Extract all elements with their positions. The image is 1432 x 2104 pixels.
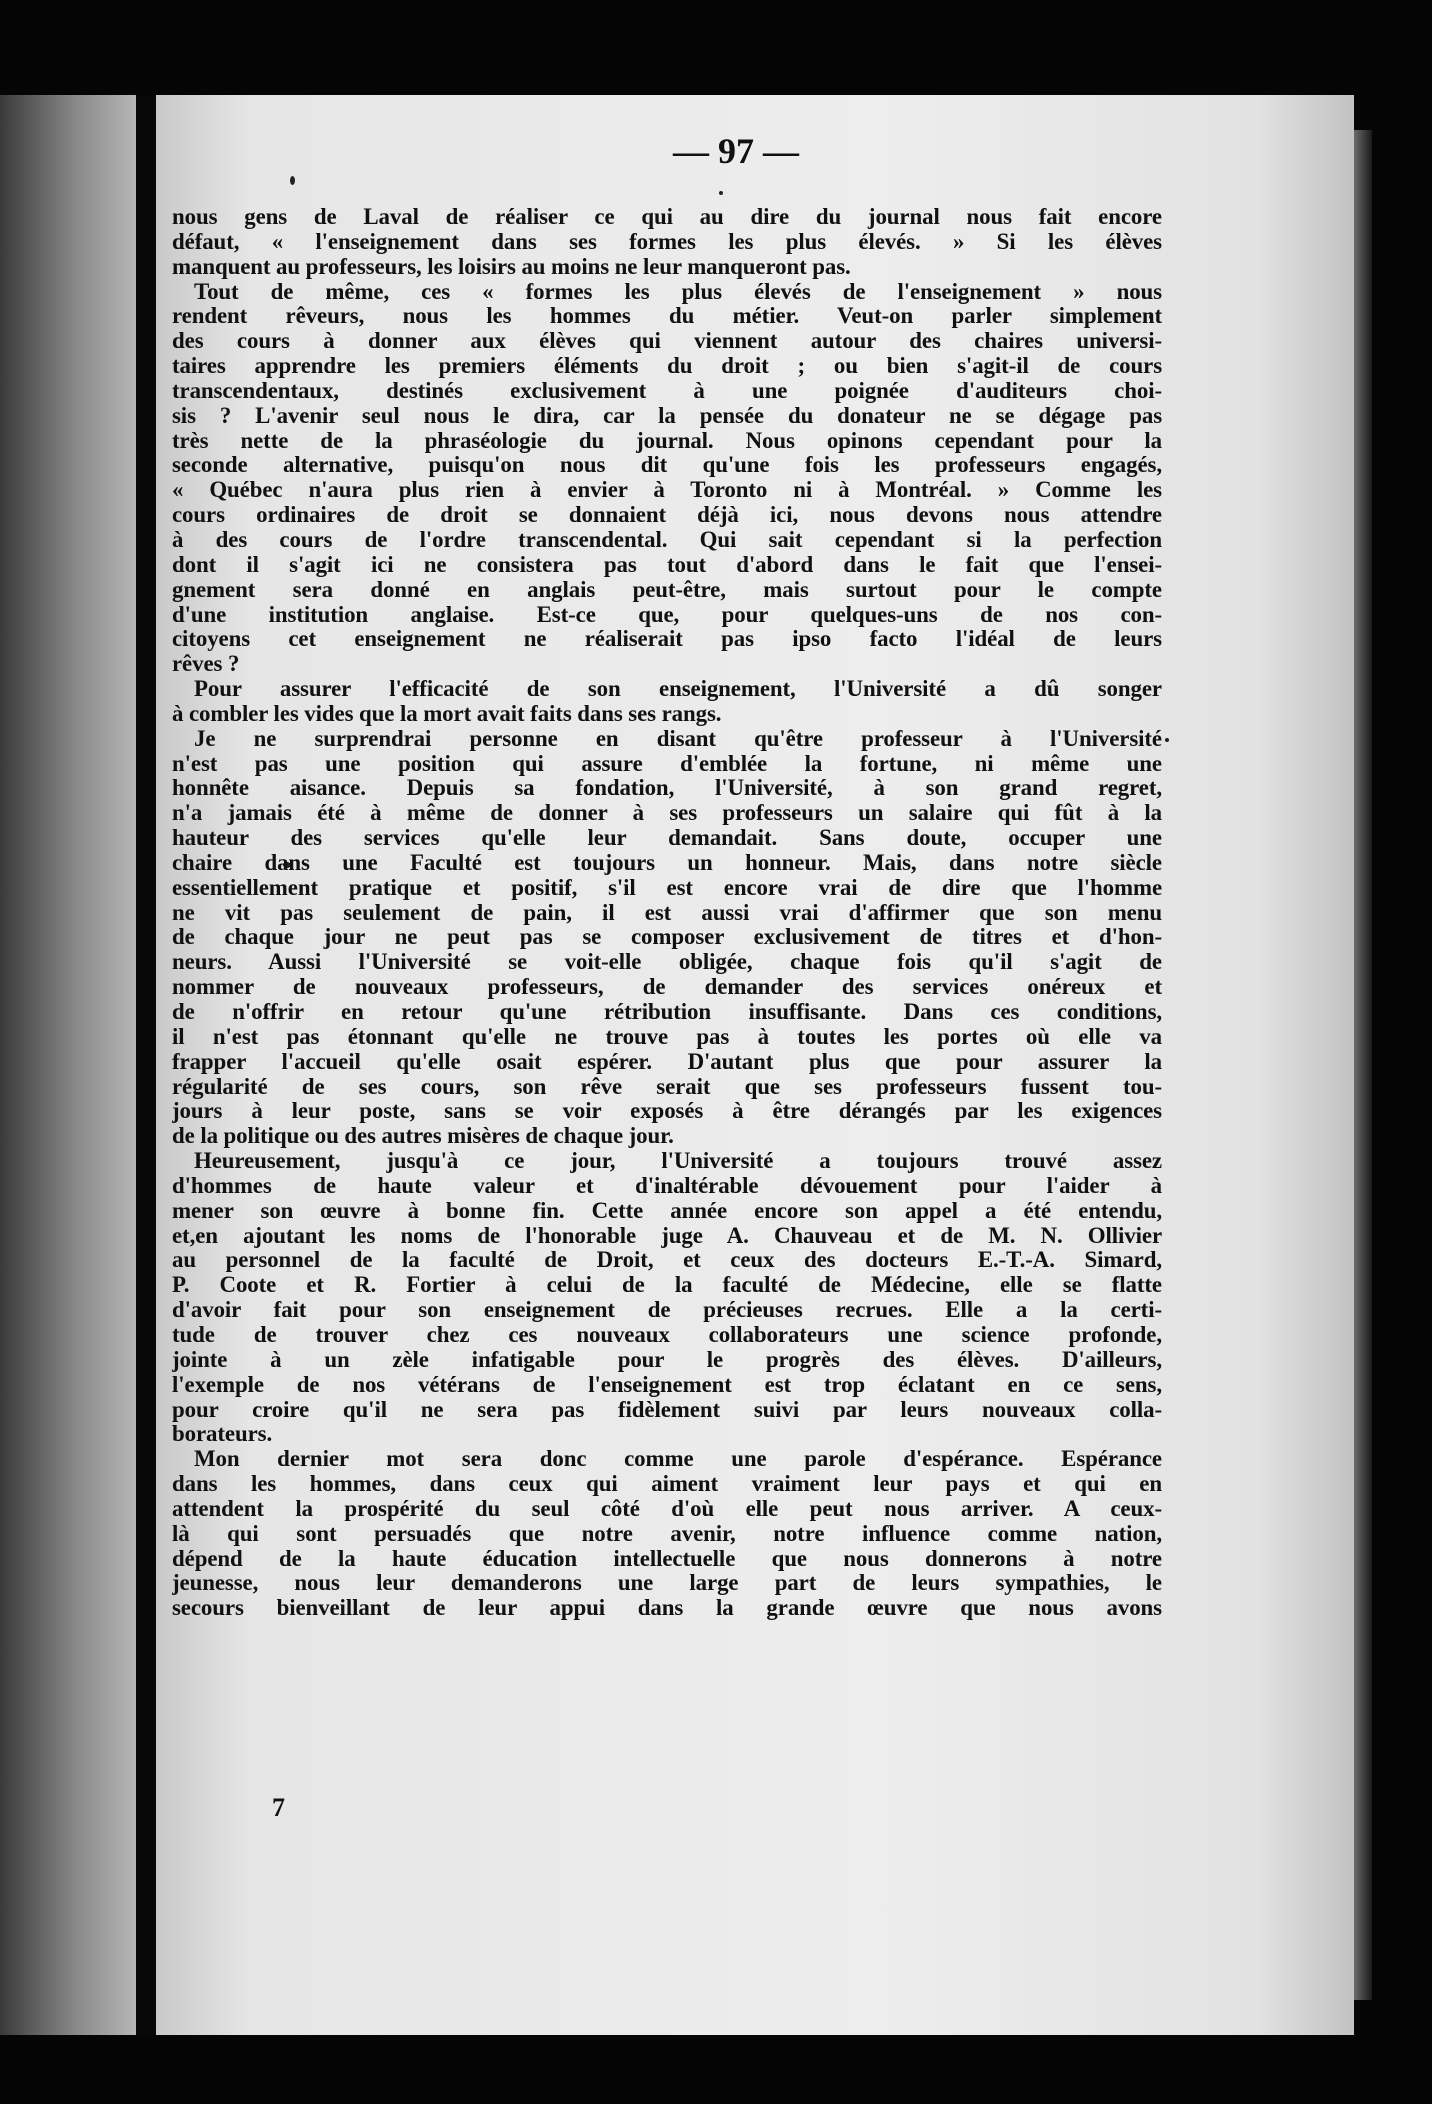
- text-line: de la politique ou des autres misères de chaque jour.: [172, 1124, 674, 1149]
- text-line: à des cours de l'ordre transcendental. Qui sait cependant si la perfection: [172, 527, 1162, 552]
- text-line: chaire dans une Faculté est toujours un honneur. Mais, dans notre siècle: [172, 850, 1162, 875]
- book-gutter: [136, 95, 156, 2035]
- text-line: jeunesse, nous leur demanderons une large part de leurs sympathies, le: [172, 1571, 1162, 1596]
- text-line: seconde alternative, puisqu'on nous dit qu'une fois les professeurs engagés,: [172, 453, 1162, 478]
- text-line: d'avoir fait pour son enseignement de précieuses recrues. Elle a la certi-: [172, 1298, 1162, 1323]
- ink-speck: [719, 191, 723, 195]
- text-line: jointe à un zèle infatigable pour le progrès des élèves. D'ailleurs,: [172, 1347, 1162, 1372]
- text-line: secours bienveillant de leur appui dans la grande œuvre que nous avons: [172, 1596, 1162, 1621]
- text-line: tude de trouver chez ces nouveaux collaborateurs une science profonde,: [172, 1322, 1162, 1347]
- text-line: nommer de nouveaux professeurs, de demander des services onéreux et: [172, 975, 1162, 1000]
- text-line: dans les hommes, dans ceux qui aiment vraiment leur pays et qui en: [172, 1472, 1162, 1497]
- text-line: Tout de même, ces « formes les plus élevés de l'enseignement » nous: [194, 279, 1162, 304]
- text-line: à combler les vides que la mort avait faits dans ses rangs.: [172, 701, 722, 726]
- text-line: d'hommes de haute valeur et d'inaltérable dévouement pour l'aider à: [172, 1173, 1162, 1198]
- text-line: gnement sera donné en anglais peut-être, mais surtout pour le compte: [172, 577, 1162, 602]
- text-line: Je ne surprendrai personne en disant qu'être professeur à l'Université: [194, 726, 1162, 751]
- text-line: « Québec n'aura plus rien à envier à Toronto ni à Montréal. » Comme les: [172, 478, 1162, 503]
- text-line: pour croire qu'il ne sera pas fidèlement suivi par leurs nouveaux colla-: [172, 1397, 1162, 1422]
- ink-speck: [290, 176, 295, 185]
- text-line: dépend de la haute éducation intellectuelle que nous donnerons à notre: [172, 1546, 1162, 1571]
- text-line: au personnel de la faculté de Droit, et ceux des docteurs E.-T.-A. Simard,: [172, 1248, 1162, 1273]
- facing-page-margin: [0, 95, 140, 2035]
- text-line: il n'est pas étonnant qu'elle ne trouve pas à toutes les portes où elle va: [172, 1024, 1162, 1049]
- text-line: attendent la prospérité du seul côté d'où elle peut nous arriver. A ceux-: [172, 1496, 1162, 1521]
- text-line: défaut, « l'enseignement dans ses formes les plus élevés. » Si les élèves: [172, 229, 1162, 254]
- text-line: rendent rêveurs, nous les hommes du métier. Veut-on parler simplement: [172, 304, 1162, 329]
- text-line: dont il s'agit ici ne consistera pas tout d'abord dans le fait que l'ensei-: [172, 552, 1162, 577]
- text-line: transcendentaux, destinés exclusivement à une poignée d'auditeurs choi-: [172, 378, 1162, 403]
- text-line: Pour assurer l'efficacité de son enseignement, l'Université a dû songer: [194, 677, 1162, 702]
- text-line: de chaque jour ne peut pas se composer exclusivement de titres et d'hon-: [172, 925, 1162, 950]
- text-line: frapper l'accueil qu'elle osait espérer. D'autant plus que pour assurer la: [172, 1049, 1162, 1074]
- page-edge-shadow: [1354, 130, 1372, 2000]
- text-line: cours ordinaires de droit se donnaient déjà ici, nous devons nous attendre: [172, 503, 1162, 528]
- text-line: borateurs.: [172, 1422, 273, 1447]
- text-line: ne vit pas seulement de pain, il est aussi vrai d'affirmer que son menu: [172, 900, 1162, 925]
- text-line: neurs. Aussi l'Université se voit-elle obligée, chaque fois qu'il s'agit de: [172, 950, 1162, 975]
- text-line: jours à leur poste, sans se voir exposés à être dérangés par les exigences: [172, 1099, 1162, 1124]
- text-line: l'exemple de nos vétérans de l'enseignement est trop éclatant en ce sens,: [172, 1372, 1162, 1397]
- text-line: n'a jamais été à même de donner à ses professeurs un salaire qui fût à la: [172, 801, 1162, 826]
- text-line: citoyens cet enseignement ne réaliserait pas ipso facto l'idéal de leurs: [172, 627, 1162, 652]
- text-line: P. Coote et R. Fortier à celui de la faculté de Médecine, elle se flatte: [172, 1273, 1162, 1298]
- text-line: et,en ajoutant les noms de l'honorable juge A. Chauveau et de M. N. Ollivier: [172, 1223, 1162, 1248]
- text-line: nous gens de Laval de réaliser ce qui au dire du journal nous fait encore: [172, 205, 1162, 229]
- text-line: Mon dernier mot sera donc comme une parole d'espérance. Espérance: [194, 1447, 1162, 1472]
- page-number: — 97 —: [673, 131, 799, 171]
- text-line: n'est pas une position qui assure d'emblée la fortune, ni même une: [172, 751, 1162, 776]
- text-line: mener son œuvre à bonne fin. Cette année encore son appel a été entendu,: [172, 1198, 1162, 1223]
- text-line: régularité de ses cours, son rêve serait que ses professeurs fussent tou-: [172, 1074, 1162, 1099]
- text-line: rêves ?: [172, 652, 240, 677]
- signature-mark: 7: [272, 1793, 285, 1822]
- text-line: très nette de la phraséologie du journal. Nous opinons cependant pour la: [172, 428, 1162, 453]
- text-line: honnête aisance. Depuis sa fondation, l'Université, à son grand regret,: [172, 776, 1162, 801]
- ink-speck: [1165, 738, 1169, 742]
- body-text: [172, 205, 1162, 1621]
- text-line: d'une institution anglaise. Est-ce que, pour quelques-uns de nos con-: [172, 602, 1162, 627]
- text-line: hauteur des services qu'elle leur demandait. Sans doute, occuper une: [172, 826, 1162, 851]
- text-line: taires apprendre les premiers éléments du droit ; ou bien s'agit-il de cours: [172, 354, 1162, 379]
- text-line: manquent au professeurs, les loisirs au moins ne leur manqueront pas.: [172, 254, 851, 279]
- text-line: essentiellement pratique et positif, s'il est encore vrai de dire que l'homme: [172, 875, 1162, 900]
- text-line: de n'offrir en retour qu'une rétribution insuffisante. Dans ces conditions,: [172, 1000, 1162, 1024]
- text-line: des cours à donner aux élèves qui viennent autour des chaires universi-: [172, 329, 1162, 354]
- text-line: là qui sont persuadés que notre avenir, notre influence comme nation,: [172, 1521, 1162, 1546]
- text-line: Heureusement, jusqu'à ce jour, l'Université a toujours trouvé assez: [194, 1149, 1162, 1174]
- text-line: sis ? L'avenir seul nous le dira, car la pensée du donateur ne se dégage pas: [172, 403, 1162, 428]
